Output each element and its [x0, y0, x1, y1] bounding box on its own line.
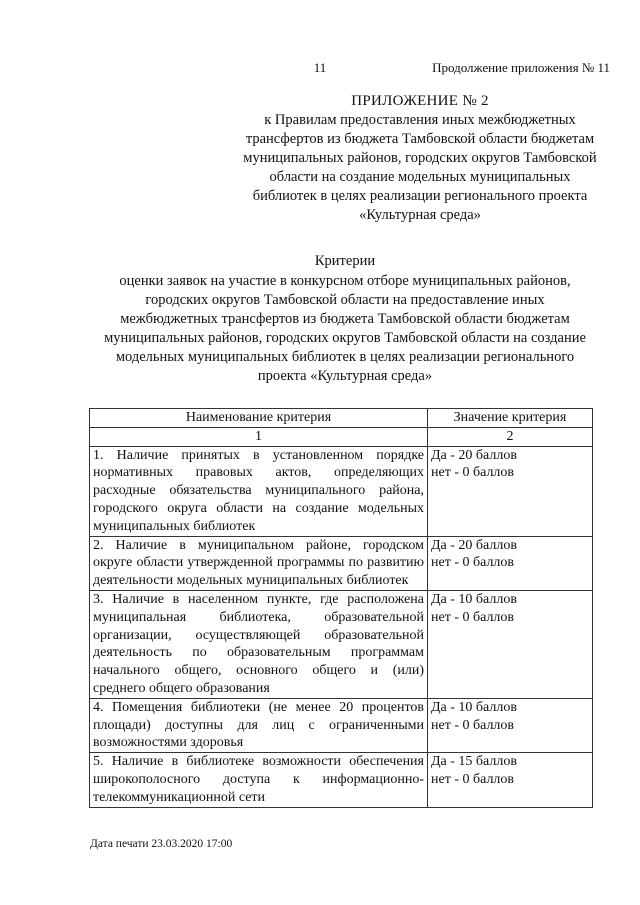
criterion-value [428, 753, 593, 807]
value-yes: Да - 20 баллов [431, 447, 517, 463]
value-yes: Да - 15 баллов [431, 754, 517, 770]
criteria-line: проекта «Культурная среда» [257, 368, 433, 384]
value-no: нет - 0 баллов [431, 717, 515, 733]
print-date: Дата печати 23.03.2020 17:00 [90, 838, 233, 850]
appendix-block [230, 92, 610, 225]
table-row [90, 446, 593, 536]
criterion-value [428, 536, 593, 590]
value-yes: Да - 10 баллов [431, 699, 517, 715]
criteria-heading [80, 252, 610, 386]
criterion-name: 3. Наличие в населенном пункте, где расположена муниципальная библиотека, образовательной организации, осуществляющей образовательной деятельность по образовательным программам начального общего, основного общего и (или) среднего общего образования [90, 590, 428, 698]
criteria-line: межбюджетных трансфертов из бюджета Тамбовской области бюджетам [120, 311, 570, 327]
column-header-value: Значение критерия [428, 409, 593, 428]
column-number: 1 [90, 427, 428, 446]
criterion-name: 4. Помещения библиотеки (не менее 20 процентов площади) доступны для лиц с ограниченными возможностями здоровья [90, 698, 428, 752]
criterion-value [428, 446, 593, 536]
table-number-row [90, 427, 593, 446]
criterion-value [428, 698, 593, 752]
criteria-line: оценки заявок на участие в конкурсном отборе муниципальных районов, [119, 273, 571, 289]
value-no: нет - 0 баллов [431, 609, 515, 625]
page-number: 11 [313, 60, 327, 75]
appendix-line: трансфертов из бюджета Тамбовской области бюджетам [245, 131, 595, 147]
appendix-line: к Правилам предоставления иных межбюджетных [264, 112, 576, 128]
criteria-table [89, 408, 593, 808]
table-row [90, 753, 593, 807]
criterion-name: 5. Наличие в библиотеке возможности обеспечения широкополосного доступа к информационно-телекоммуникационной сети [90, 753, 428, 807]
appendix-title: ПРИЛОЖЕНИЕ № 2 [351, 93, 489, 109]
column-header-name: Наименование критерия [90, 409, 428, 428]
criterion-value [428, 590, 593, 698]
table-header-row [90, 409, 593, 428]
appendix-line: «Культурная среда» [359, 207, 481, 223]
appendix-line: муниципальных районов, городских округов Тамбовской [243, 150, 597, 166]
value-no: нет - 0 баллов [431, 465, 515, 481]
table-row [90, 590, 593, 698]
value-yes: Да - 20 баллов [431, 537, 517, 553]
appendix-line: области на создание модельных муниципальных [269, 169, 571, 185]
criterion-name: 1. Наличие принятых в установленном порядке нормативных правовых актов, определяющих расходные обязательства муниципального района, городского округа области на создание модельных муниципальных библиотек [90, 446, 428, 536]
value-yes: Да - 10 баллов [431, 591, 517, 607]
continuation-note: Продолжение приложения № 11 [432, 60, 610, 75]
appendix-line: библиотек в целях реализации регионального проекта [252, 188, 588, 204]
value-no: нет - 0 баллов [431, 555, 515, 571]
criterion-name: 2. Наличие в муниципальном районе, городском округе области утвержденной программы по развитию деятельности модельных муниципальных библиотек [90, 536, 428, 590]
criteria-line: городских округов Тамбовской области на предоставление иных [145, 292, 545, 308]
criteria-title: Критерии [314, 253, 376, 269]
criteria-line: муниципальных районов, городских округов Тамбовской области на создание [104, 330, 586, 346]
table-row [90, 698, 593, 752]
criteria-line: модельных муниципальных библиотек в целях реализации регионального [115, 349, 575, 365]
table-row [90, 536, 593, 590]
value-no: нет - 0 баллов [431, 771, 515, 787]
column-number: 2 [428, 427, 593, 446]
